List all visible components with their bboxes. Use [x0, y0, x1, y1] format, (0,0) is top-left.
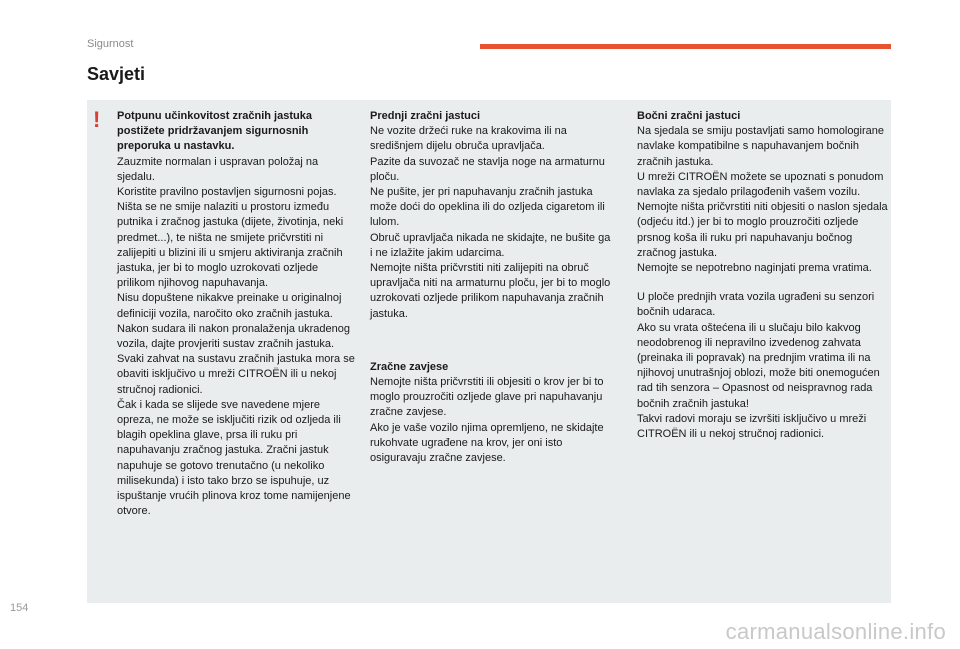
side-airbags-column [637, 109, 889, 442]
front-airbags-body: Ne vozite držeći ruke na krakovima ili na središnjem dijelu obruča upravljača. Pazite da suvozač ne stavlja noge na armaturnu ploču. Ne pušite, jer pri napuhavanju zračnih jastuka može doći do opeklina ili do ozljeda cigaretom ili lulom. Obruč upravljača nikada ne skidajte, ne bušite ga i ne izlažite jakim udarcima. Nemojte ništa pričvrstiti niti zalijepiti na obruč upravljača niti na armaturnu ploču, jer bi to moglo uzrokovati ozljede prilikom napuhavanja zračnih jastuka. [370, 125, 611, 320]
warning-body: Zauzmite normalan i uspravan položaj na sjedalu. Koristite pravilno postavljen sigurnosni pojas. Ništa se ne smije nalaziti u prostoru između putnika i zračnog jastuka (dijete, životinja, neki predmet...), te ništa ne smijete pričvrstiti ni zalijepiti u blizini ili u smjeru aktiviranja zračnih jastuka, jer bi to moglo uzrokovati ozljede prilikom njihovog napuhavanja. Nisu dopuštene nikakve preinake u originalnoj definiciji vozila, naročito oko zračnih jastuka. Nakon sudara ili nakon pronalaženja ukradenog vozila, dajte provjeriti sustav zračnih jastuka. Svaki zahvat na sustavu zračnih jastuka mora se obaviti isključivo u mreži CITROËN ili u nekoj stručnoj radionici. Čak i kada se slijede sve navedene mjere opreza, ne može se isključiti rizik od ozljeda ili blagih opeklina glave, prsa ili ruku pri napuhavanju zračnog jastuka. Zračni jastuk napuhuje se gotovo trenutačno (u nekoliko milisekunda) i isto tako brzo se ispuhuje, uz ispuštanje vrućih plinova kroz tome namijenjene otvore. [117, 155, 355, 518]
side-airbags-heading: Bočni zračni jastuci [637, 110, 741, 122]
accent-bar [480, 44, 891, 49]
exclamation-icon: ! [93, 107, 101, 132]
warning-column [117, 109, 357, 519]
airbag-column [370, 109, 615, 466]
page-title: Savjeti [87, 64, 146, 84]
page-number: 154 [10, 602, 29, 614]
curtain-airbags-body: Nemojte ništa pričvrstiti ili objesiti o krov jer bi to moglo prouzročiti ozljede glave pri napuhavanju zračne zavjese. Ako je vaše vozilo njima opremljeno, ne skidajte rukohvate ugrađene na krov, jer oni isto osiguravaju zračne zavjese. [370, 376, 604, 465]
side-airbags-note: U ploče prednjih vrata vozila ugrađeni su senzori bočnih udaraca. Ako su vrata oštećena ili u slučaju bilo kakvog neodobrenog ili nepravilno izvedenog zahvata (preinaka ili popravak) na prednjim vratima ili na njihovoj unutrašnjoj oblozi, može biti onemogućen rad tih senzora – Opasnost od neispravnog rada bočnih zračnih jastuka! Takvi radovi moraju se izvršiti isključivo u mreži CITROËN ili u nekoj stručnoj radionici. [637, 291, 880, 441]
warning-heading: Potpunu učinkovitost zračnih jastuka postižete pridržavanjem sigurnosnih preporuka u nastavku. [117, 110, 312, 153]
curtain-airbags-heading: Zračne zavjese [370, 360, 449, 373]
section-name: Sigurnost [87, 38, 134, 50]
front-airbags-heading: Prednji zračni jastuci [370, 110, 481, 122]
side-airbags-body: Na sjedala se smiju postavljati samo homologirane navlake kompatibilne s napuhavanjem bočnih zračnih jastuka. U mreži CITROËN možete se upoznati s ponudom navlaka za sjedalo prilagođenih vašem vozilu. Nemojte ništa pričvrstiti niti objesiti o naslon sjedala (odjeću itd.) jer bi to moglo prouzročiti ozljede prsnog koša ili ruku pri napuhavanju bočnog zračnog jastuka. Nemojte se nepotrebno naginjati prema vratima. [637, 125, 888, 275]
watermark: carmanualsonline.info [725, 619, 946, 644]
